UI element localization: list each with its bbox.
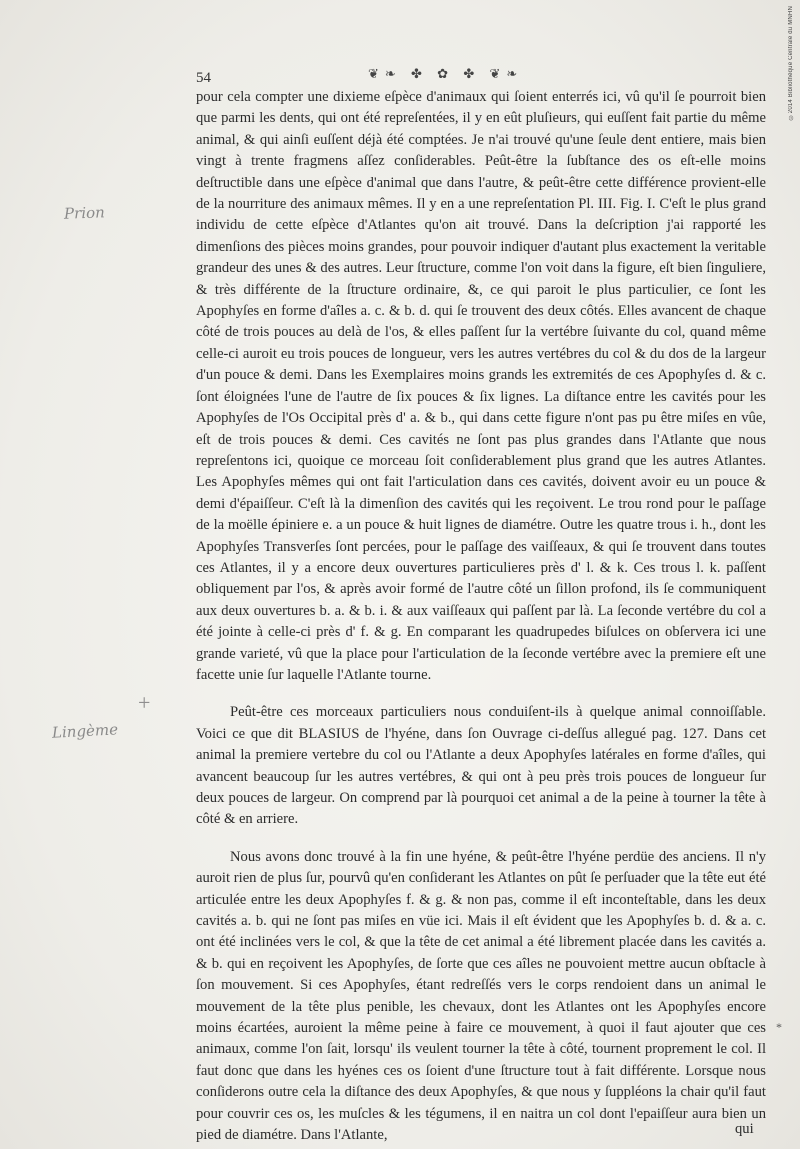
margin-plus-mark: + [138,690,151,715]
page-number: 54 [196,70,211,86]
header-ornament: ❦❧ ✤ ✿ ✤ ❦❧ [368,66,524,81]
body-text [196,87,766,1147]
margin-note-handwritten: Lingème [51,720,119,742]
paragraph: Nous avons donc trouvé à la fin une hyéne, & peût-être l'hyéne perdüe des anciens. Il n'y auroit rien de plus ſur, pourvû qu'en conſiderant les Atlantes on pût ſe perſuader que la tête eut été articulée entre les deux Apophyſes f. & g. & non pas, comme il eſt inconteſtable, dans les deux cavités a. b. qui ne ſont pas miſes en vüe ici. Mais il eſt évident que les Apophyſes b. d. & a. c. ont été inclinées vers le col, & que la tête de cet animal a été librement placée dans les cavités a. & b. qui en reçoivent les Apophyſes, de ſorte que ces aîles ne pouvoient mettre aucun obſtacle à ſon mouvement. Si ces Apophyſes, étant redreſſés vers le corps rendoient dans un animal le mouvement de la tête plus penible, les chevaux, dont les Atlantes ont les Apophyſes encore moins écartées, auroient la même peine à faire ce mouvement, à quoi il faut ajouter que ces animaux, comme l'on ſait, lorsqu' ils veulent tourner la tête à côté, tournent proprement le col. Il faut donc que dans les hyénes ces os ſoient d'une ſtructure tout à fait différente. Lorsque nous conſiderons outre cela la diſtance des deux Apophyſes, & que nous y ſuppléons la chair qu'il faut pour couvrir ces os, les muſcles & les tégumens, il en naitra un col dont l'epaiſſeur aura bien un pied de diamétre. Dans l'Atlante, [196,848,766,1144]
catchword: qui [735,1121,754,1137]
paragraph: pour cela compter une dixieme eſpèce d'animaux qui ſoient enterrés ici, vû qu'il ſe pourroit bien que parmi les dents, qui ont été repreſentées, il y en eût pluſieurs, qui euſſent fait partie du même animal, & qui ainſi euſſent déjà été comptées. Je n'ai trouvé qu'une ſeule dent entiere, mais bien vingt à trente fragmens aſſez conſiderables. Peût-être la ſubſtance des os eſt-elle moins deſtructible dans une eſpèce d'animal que dans l'autre, & peût-être cette différence provient-elle de la nourriture des animaux mêmes. Il y en a une repreſentation Pl. III. Fig. I. C'eſt le plus grand individu de cette eſpèce d'Atlantes qu'on ait trouvé. Dans la deſcription j'ai rapporté les dimenſions des pièces moins grandes, pour pouvoir indiquer d'autant plus exactement la veritable grandeur des unes & des autres. Leur ſtructure, comme l'on voit dans la figure, eſt bien ſinguliere, & très différente de la ſtructure ordinaire, &, ce qui paroit le plus particulier, ce ſont les Apophyſes en forme d'aîles a. c. & b. d. qui ſe trouvent des deux côtés. Elles avancent de chaque côté de trois pouces au delà de l'os, & elles paſſent ſur la vertébre ſuivante du col, quand même celle-ci auroit eu trois pouces de longueur, vers les autres vertébres du col & du dos de la largeur d'un pouce & demi. Dans les Exemplaires moins grands les extremités de ces Apophyſes d. & c. ſont éloignées l'une de l'autre de ſix pouces & ſix lignes. La diſtance entre les cavités pour les Apophyſes de l'Os Occipital près d' a. & b., qui dans cette figure n'ont pas pu être miſes en vûe, eſt de trois pouces & demi. Ces cavités ne ſont pas plus grandes dans l'Atlante que nous repreſentons ici, quoique ce morceau ſoit conſiderablement plus grand que les autres Atlantes. Les Apophyſes mêmes qui ont fait l'articulation dans ces cavités, doivent avoir eu un pouce & demi d'épaiſſeur. C'eſt là la dimenſion des cavités qui les reçoivent. Le trou rond pour le paſſage de la moëlle épiniere e. a un pouce & huit lignes de diamétre. Outre les quatre trous i. h., dont les Apophyſes Transverſes ſont percées, pour le paſſage des vaiſſeaux, & qui ſe trouvent dans toutes ces Atlantes, il y a encore deux ouvertures particulieres près d' l. & k. Ces trous l. k. paſſent obliquement par l'os, & après avoir formé de l'autre côté un ſillon profond, ils ſe communiquent aux deux ouvertures b. a. & b. i. & aux vaiſſeaux qui paſſent par là. La ſeconde vertébre du col a été jointe à celle-ci près d' f. & g. En comparant les quadrupedes biſulces on obſervera ici une grande varieté, vû que la place pour l'articulation de la ſeconde vertébre avec la premiere eſt une facette unie ſur laquelle l'Atlante tourne. [196,89,766,683]
margin-note-handwritten: Prion [63,203,106,223]
library-credit: ©2014 Bibliothèque Centrale du MNHN [788,6,794,120]
footnote-star-mark: * [776,1020,782,1034]
paragraph: Peût-être ces morceaux particuliers nous conduiſent-ils à quelque animal connoiſſable. Voici ce que dit BLASIUS de l'hyéne, dans ſon Ouvrage ci-deſſus allegué pag. 127. Dans cet animal la premiere vertebre du col ou l'Atlante a deux Apophyſes latérales en forme d'aîles, qui avancent beaucoup ſur les autres vertébres, & qui ont à peu près trois pouces de longueur ſur deux pouces de largeur. On comprend par là pourquoi cet animal a de la peine à tourner la tête à côté & en arriere. [196,704,766,828]
